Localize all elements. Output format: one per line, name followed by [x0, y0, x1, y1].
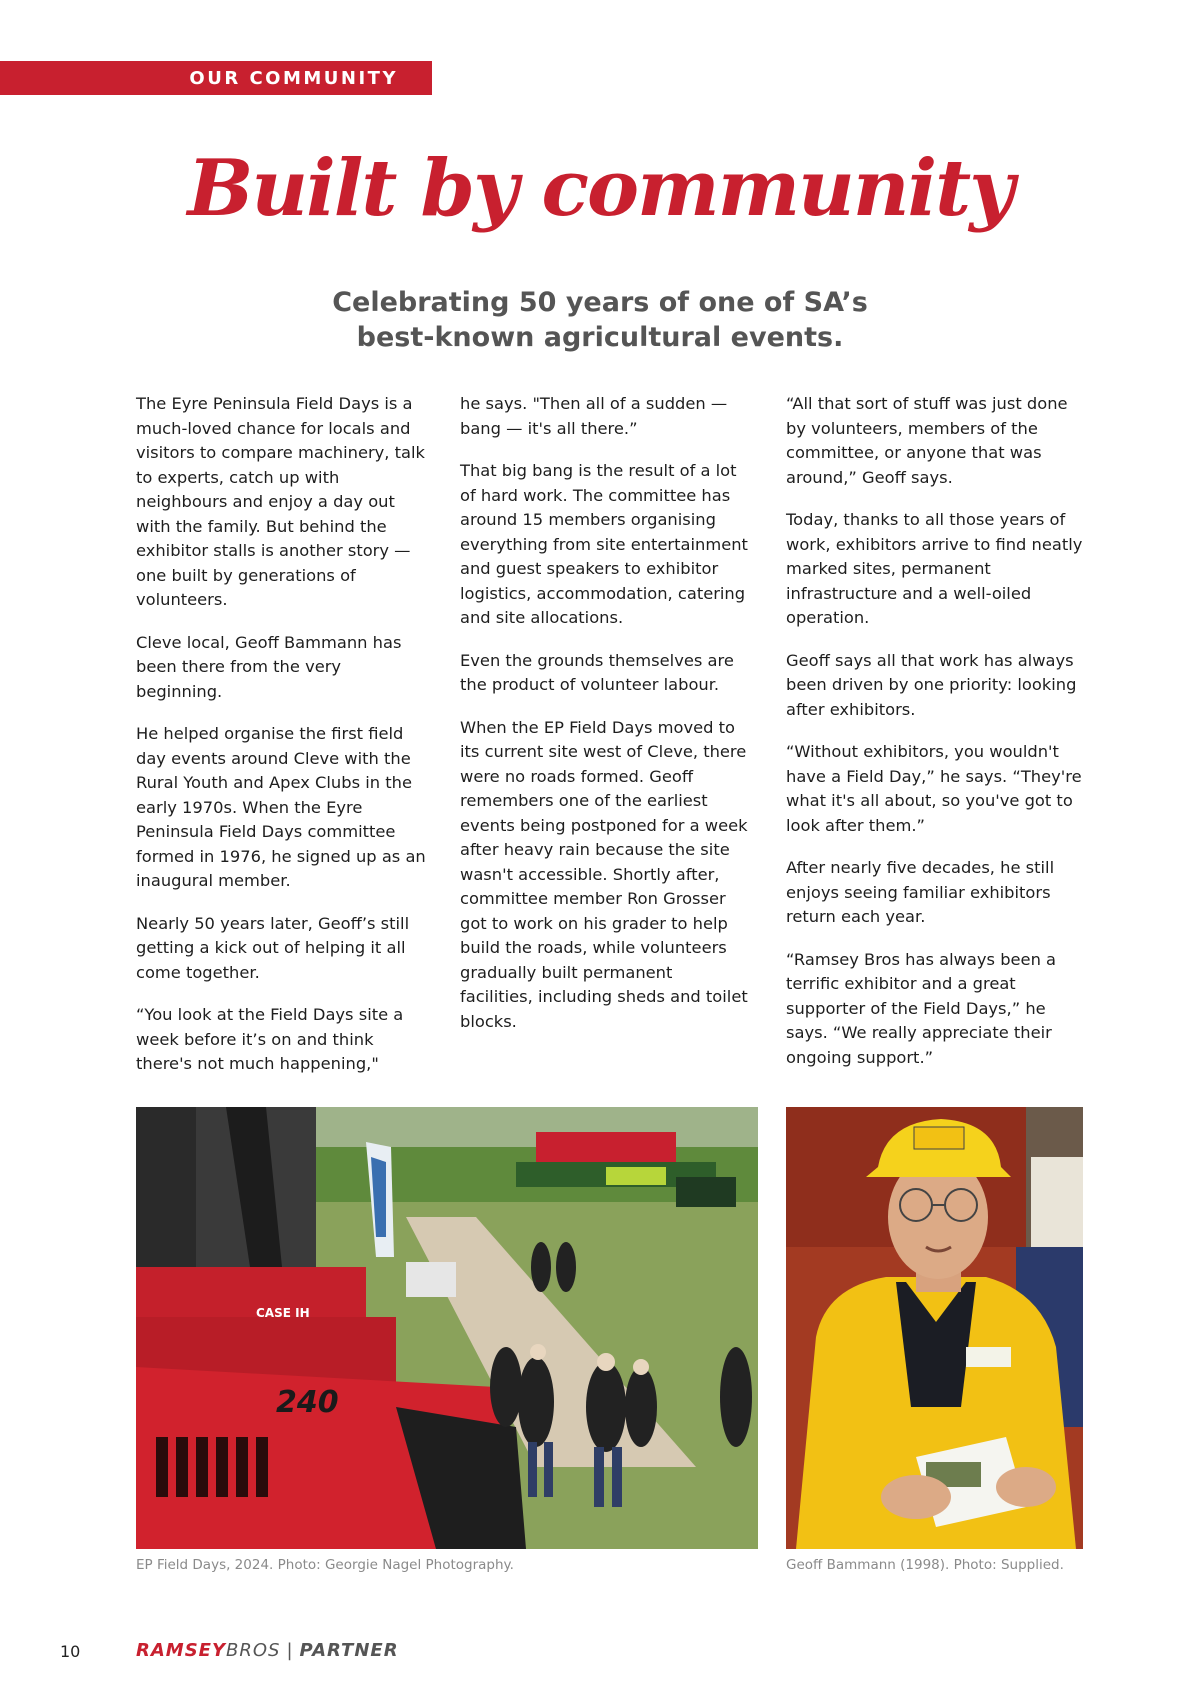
photo-caption-2: Geoff Bammann (1998). Photo: Supplied.: [786, 1557, 1064, 1573]
footer-brand-logo: [136, 1640, 399, 1661]
portrait-photo: [786, 1107, 1083, 1549]
paragraph: When the EP Field Days moved to its current site west of Cleve, there were no roads formed. Geoff remembers one of the earliest events being postponed for a week after heavy rain because the site wasn't accessible. Shortly after, committee member Ron Grosser got to work on his grader to help build the roads, while volunteers gradually built permanent facilities, including sheds and toilet blocks.: [460, 717, 748, 1031]
paragraph: After nearly five decades, he still enjoys seeing familiar exhibitors return each year.: [786, 858, 1055, 926]
brand-separator: |: [286, 1640, 294, 1661]
paragraph: Nearly 50 years later, Geoff’s still getting a kick out of helping it all come together.: [136, 913, 410, 982]
paragraph: Cleve local, Geoff Bammann has been there from the very beginning.: [136, 632, 402, 701]
photo-caption-1: EP Field Days, 2024. Photo: Georgie Nagel Photography.: [136, 1557, 514, 1573]
field-days-photo: [136, 1107, 758, 1549]
article-column-1: [136, 392, 426, 1095]
paragraph: He helped organise the first field day events around Cleve with the Rural Youth and Apex Clubs in the early 1970s. When the Eyre Peninsula Field Days committee formed in 1976, he signed up as an inaugural member.: [136, 724, 426, 890]
field-days-illustration: [136, 1107, 758, 1549]
brand-ramsey: RAMSEY: [136, 1640, 226, 1661]
section-tag-label: OUR COMMUNITY: [189, 67, 398, 89]
brand-partner: PARTNER: [299, 1640, 399, 1661]
portrait-illustration: [786, 1107, 1083, 1549]
tractor-number: 240: [276, 1385, 339, 1420]
brand-bros: BROS: [226, 1640, 281, 1661]
paragraph: “All that sort of stuff was just done by volunteers, members of the committee, or anyone that was around,” Geoff says.: [786, 394, 1068, 487]
paragraph: Today, thanks to all those years of work, exhibitors arrive to find neatly marked sites, permanent infrastructure and a well-oiled operation.: [786, 510, 1083, 627]
paragraph: “Without exhibitors, you wouldn't have a Field Day,” he says. “They're what it's all about, so you've got to look after them.”: [786, 742, 1082, 835]
article-column-2: [460, 392, 750, 1052]
section-tag: [0, 61, 432, 95]
tractor-brand: CASE IH: [256, 1306, 310, 1320]
article-column-3: [786, 392, 1086, 1088]
paragraph: The Eyre Peninsula Field Days is a much-loved chance for locals and visitors to compare machinery, talk to experts, catch up with neighbours and enjoy a day out with the family. But behind the exhibitor stalls is another story — one built by generations of volunteers.: [136, 394, 425, 609]
paragraph: “Ramsey Bros has always been a terrific exhibitor and a great supporter of the Field Days,” he says. “We really appreciate their ongoing support.”: [786, 949, 1057, 1067]
paragraph: “You look at the Field Days site a week before it’s on and think there's not much happening,": [136, 1005, 404, 1073]
paragraph: he says. "Then all of a sudden — bang — it's all there.”: [460, 394, 728, 438]
paragraph: Even the grounds themselves are the product of volunteer labour.: [460, 650, 734, 694]
page-number: 10: [60, 1642, 81, 1661]
page-title: Built by community: [187, 143, 1013, 234]
paragraph: Geoff says all that work has always been driven by one priority: looking after exhibitors.: [786, 650, 1077, 719]
subtitle: Celebrating 50 years of one of SA’s best-known agricultural events.: [332, 287, 868, 353]
paragraph: That big bang is the result of a lot of hard work. The committee has around 15 members organising everything from site entertainment and guest speakers to exhibitor logistics, accommodation, catering and site allocations.: [460, 461, 748, 627]
